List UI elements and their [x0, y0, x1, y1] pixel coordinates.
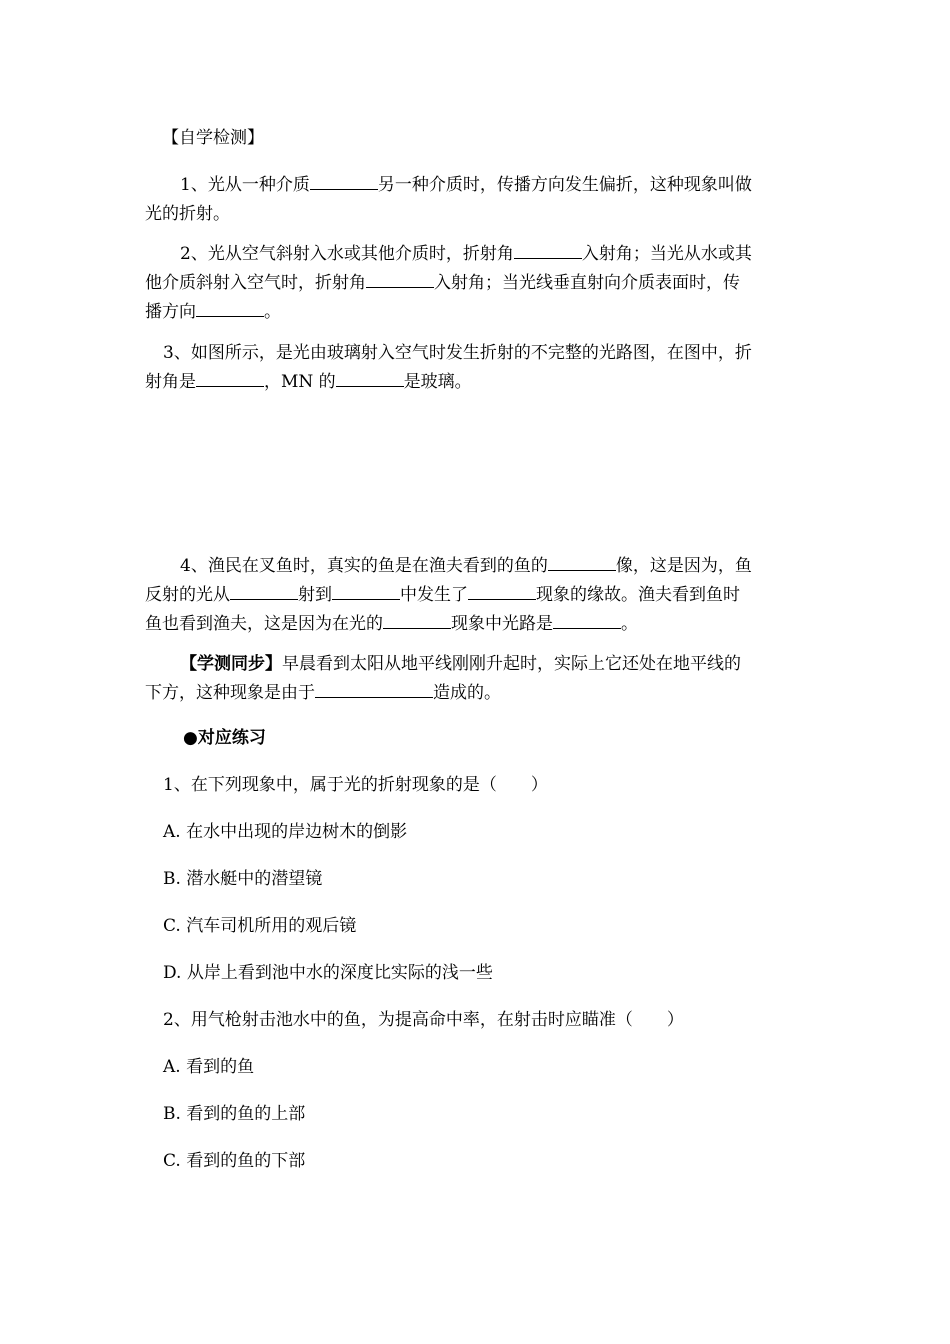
question-4-blank-6: [553, 612, 621, 629]
question-1: [145, 173, 810, 226]
sync-blank-1: [315, 681, 433, 698]
mc-1-option-c: [145, 914, 810, 938]
question-4: [145, 554, 810, 636]
sync-section: [145, 652, 810, 705]
question-4-text-g: 鱼也看到渔夫，这是因为在光的: [145, 614, 383, 634]
mc-2-option-c-text: C. 看到的鱼的下部: [163, 1151, 306, 1171]
question-1-text-a: 1、光从一种介质: [180, 175, 310, 195]
mc-2-stem: 2、用气枪射击池水中的鱼，为提高命中率，在射击时应瞄准（ ）: [163, 1010, 684, 1030]
question-4-text-i: 。: [621, 614, 638, 634]
sync-text-a: 早晨看到太阳从地平线刚刚升起时，实际上它还处在地平线的: [282, 654, 741, 674]
mc-1-stem: 1、在下列现象中，属于光的折射现象的是（ ）: [163, 775, 548, 795]
question-4-blank-5: [383, 612, 451, 629]
question-2: [145, 242, 810, 324]
section-heading-text: 【自学检测】: [162, 128, 264, 148]
question-1-blank-1: [310, 173, 378, 190]
mc-1-option-b-text: B. 潜水艇中的潜望镜: [163, 869, 323, 889]
question-4-blank-1: [548, 554, 616, 571]
question-3-text-a: 3、如图所示，是光由玻璃射入空气时发生折射的不完整的光路图，在图中，折: [163, 343, 752, 363]
question-3-text-d: 是玻璃。: [403, 372, 472, 392]
mc-1-option-b: [145, 867, 810, 891]
mc-2-option-b: [145, 1102, 810, 1126]
mc-1-option-c-text: C. 汽车司机所用的观后镜: [163, 916, 357, 936]
question-1-text-b: 另一种介质时，传播方向发生偏折，这种现象叫做: [377, 175, 752, 195]
question-3-text-b: 射角是: [145, 372, 196, 392]
question-4-blank-2: [230, 583, 298, 600]
question-4-blank-4: [468, 583, 536, 600]
mc-1-option-a-text: A. 在水中出现的岸边树木的倒影: [163, 822, 408, 842]
question-4-text-h: 现象中光路是: [451, 614, 553, 634]
practice-heading: [145, 726, 810, 750]
question-2-blank-1: [514, 242, 582, 259]
question-3-text-c: ，MN 的: [264, 372, 336, 392]
question-2-text-a: 2、光从空气斜射入水或其他介质时，折射角: [180, 244, 514, 264]
practice-title: 对应练习: [197, 728, 266, 748]
question-4-text-f: 现象的缘故。渔夫看到鱼时: [536, 585, 740, 605]
question-4-text-d: 射到: [298, 585, 332, 605]
mc-question-1: [145, 773, 810, 797]
question-1-text-c: 光的折射。: [145, 204, 230, 224]
section-heading: [145, 126, 810, 150]
sync-text-c: 造成的。: [433, 683, 501, 703]
bullet-icon: ●: [183, 728, 198, 748]
question-2-blank-2: [366, 271, 434, 288]
question-4-text-c: 反射的光从: [145, 585, 230, 605]
question-3: [145, 341, 810, 394]
question-2-blank-3: [196, 300, 264, 317]
question-4-text-e: 中发生了: [400, 585, 468, 605]
question-3-blank-1: [196, 370, 264, 387]
question-2-text-d: 入射角；当光线垂直射向介质表面时，传: [434, 273, 740, 293]
mc-1-option-a: [145, 820, 810, 844]
question-2-text-b: 入射角；当光从水或其: [581, 244, 752, 264]
question-2-text-f: 。: [264, 302, 281, 322]
question-4-blank-3: [332, 583, 400, 600]
question-4-text-b: 像，这是因为，鱼: [615, 556, 752, 576]
question-4-text-a: 4、渔民在叉鱼时，真实的鱼是在渔夫看到的鱼的: [180, 556, 548, 576]
mc-2-option-a-text: A. 看到的鱼: [163, 1057, 255, 1077]
question-2-text-c: 他介质斜射入空气时，折射角: [145, 273, 366, 293]
sync-text-b: 下方，这种现象是由于: [145, 683, 315, 703]
question-2-text-e: 播方向: [145, 302, 196, 322]
sync-label: 【学测同步】: [180, 654, 282, 674]
mc-1-option-d: [145, 961, 810, 985]
mc-2-option-a: [145, 1055, 810, 1079]
mc-2-option-b-text: B. 看到的鱼的上部: [163, 1104, 306, 1124]
mc-question-2: [145, 1008, 810, 1032]
question-3-blank-2: [336, 370, 404, 387]
mc-1-option-d-text: D. 从岸上看到池中水的深度比实际的浅一些: [163, 963, 493, 983]
mc-2-option-c: [145, 1149, 810, 1173]
